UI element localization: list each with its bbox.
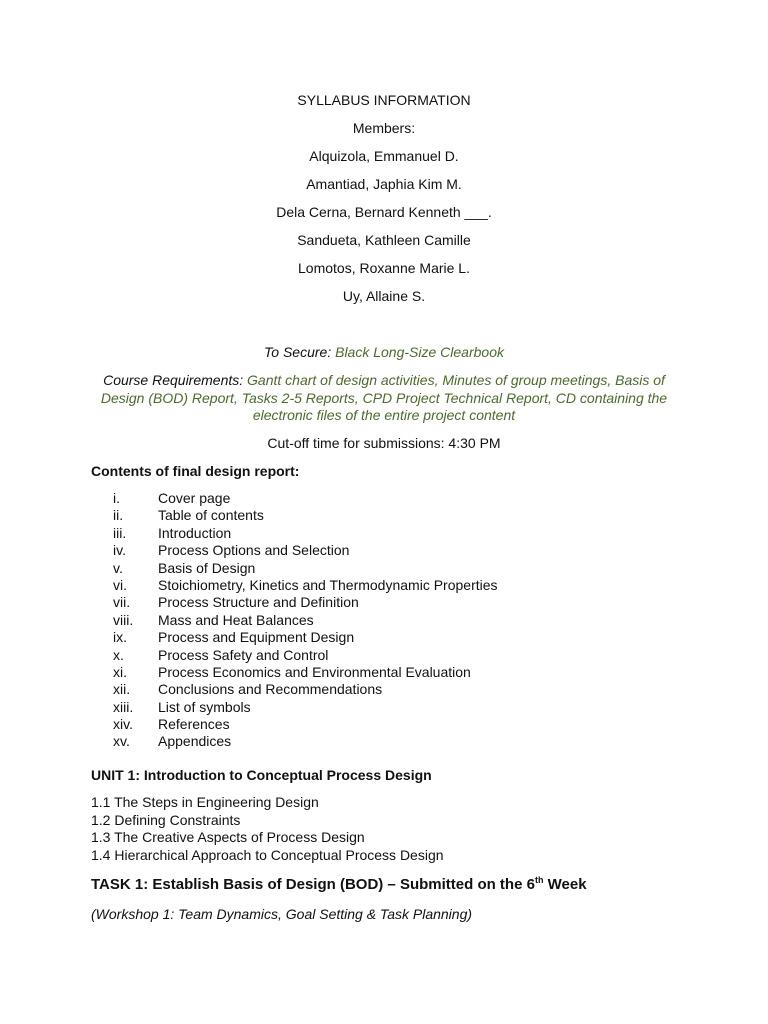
unit1-topic: 1.2 Defining Constraints [91, 811, 241, 828]
list-item-text: Basis of Design [158, 559, 256, 576]
list-item-text: Stoichiometry, Kinetics and Thermodynamic Properties [158, 576, 498, 593]
list-item [91, 490, 591, 507]
members-label: Members: [352, 120, 416, 136]
unit1-topic: 1.1 The Steps in Engineering Design [91, 794, 319, 810]
contents-heading: Contents of final design report: [91, 463, 300, 479]
task1-heading-ordinal: th [534, 875, 544, 885]
list-item-text: Process Structure and Definition [158, 594, 359, 611]
contents-list [91, 490, 591, 751]
list-item [91, 664, 591, 681]
course-requirements [96, 372, 672, 425]
workshop-note: (Workshop 1: Team Dynamics, Goal Setting & Task Planning) [91, 906, 473, 922]
list-item-number: vi. [113, 576, 127, 593]
list-item-number: xiv. [113, 716, 133, 733]
cutoff-time: Cut-off time for submissions: 4:30 PM [267, 435, 501, 451]
course-requirements-label: Course Requirements: [103, 372, 244, 388]
list-item [91, 542, 591, 559]
list-item-text: List of symbols [158, 698, 251, 715]
list-item [91, 699, 591, 716]
to-secure-label: To Secure: [264, 344, 332, 360]
to-secure-value: Black Long-Size Clearbook [335, 344, 504, 360]
list-item-number: iii. [113, 524, 127, 541]
task1-heading [91, 875, 587, 895]
member-name: Alquizola, Emmanuel D. [309, 148, 459, 164]
list-item-text: Introduction [158, 524, 232, 541]
list-item-number: xi. [113, 663, 127, 680]
unit1-topic: 1.4 Hierarchical Approach to Conceptual Process Design [91, 846, 444, 863]
list-item-text: Appendices [158, 733, 232, 750]
course-requirements-value: Gantt chart of design activities, Minutes of group meetings, Basis of Design (BOD) Report, Tasks 2-5 Reports, CPD Project Technical Report, CD containing the electronic files of the entire project content [100, 372, 668, 423]
list-item [91, 560, 591, 577]
list-item [91, 525, 591, 542]
task1-heading-suffix: Week [543, 876, 587, 893]
list-item-number: vii. [113, 594, 131, 611]
member-name: Amantiad, Japhia Kim M. [306, 176, 462, 192]
list-item-number: ii. [113, 507, 124, 524]
list-item-number: v. [113, 559, 123, 576]
list-item [91, 612, 591, 629]
list-item-number: ix. [113, 629, 127, 646]
list-item [91, 647, 591, 664]
list-item-number: i. [113, 490, 120, 506]
unit1-topic-list [91, 794, 444, 864]
list-item [91, 733, 591, 750]
list-item-text: Process and Equipment Design [158, 629, 355, 646]
list-item-text: Mass and Heat Balances [158, 611, 314, 628]
list-item [91, 681, 591, 698]
list-item-text: Conclusions and Recommendations [158, 681, 383, 698]
member-name: Dela Cerna, Bernard Kenneth ___. [276, 204, 492, 220]
list-item-text: Cover page [158, 490, 231, 506]
list-item-text: Table of contents [158, 507, 264, 524]
list-item-text: Process Economics and Environmental Evaluation [158, 663, 471, 680]
member-name: Sandueta, Kathleen Camille [297, 232, 471, 248]
unit1-topic: 1.3 The Creative Aspects of Process Design [91, 829, 365, 846]
list-item [91, 629, 591, 646]
list-item-number: iv. [113, 542, 126, 559]
list-item [91, 507, 591, 524]
list-item [91, 577, 591, 594]
syllabus-title: SYLLABUS INFORMATION [297, 92, 471, 108]
list-item-number: xii. [113, 681, 131, 698]
member-name: Lomotos, Roxanne Marie L. [298, 260, 470, 276]
to-secure-line [0, 343, 768, 361]
member-name: Uy, Allaine S. [342, 288, 426, 304]
list-item [91, 594, 591, 611]
list-item [91, 716, 591, 733]
list-item-number: viii. [113, 611, 134, 628]
task1-heading-text: TASK 1: Establish Basis of Design (BOD) – Submitted on the 6 [91, 876, 535, 893]
list-item-text: References [158, 716, 230, 733]
list-item-number: xv. [113, 733, 130, 750]
list-item-number: xiii. [113, 698, 134, 715]
list-item-text: Process Options and Selection [158, 542, 350, 559]
unit1-heading: UNIT 1: Introduction to Conceptual Process Design [91, 767, 432, 783]
list-item-text: Process Safety and Control [158, 646, 329, 663]
list-item-number: x. [113, 646, 124, 663]
